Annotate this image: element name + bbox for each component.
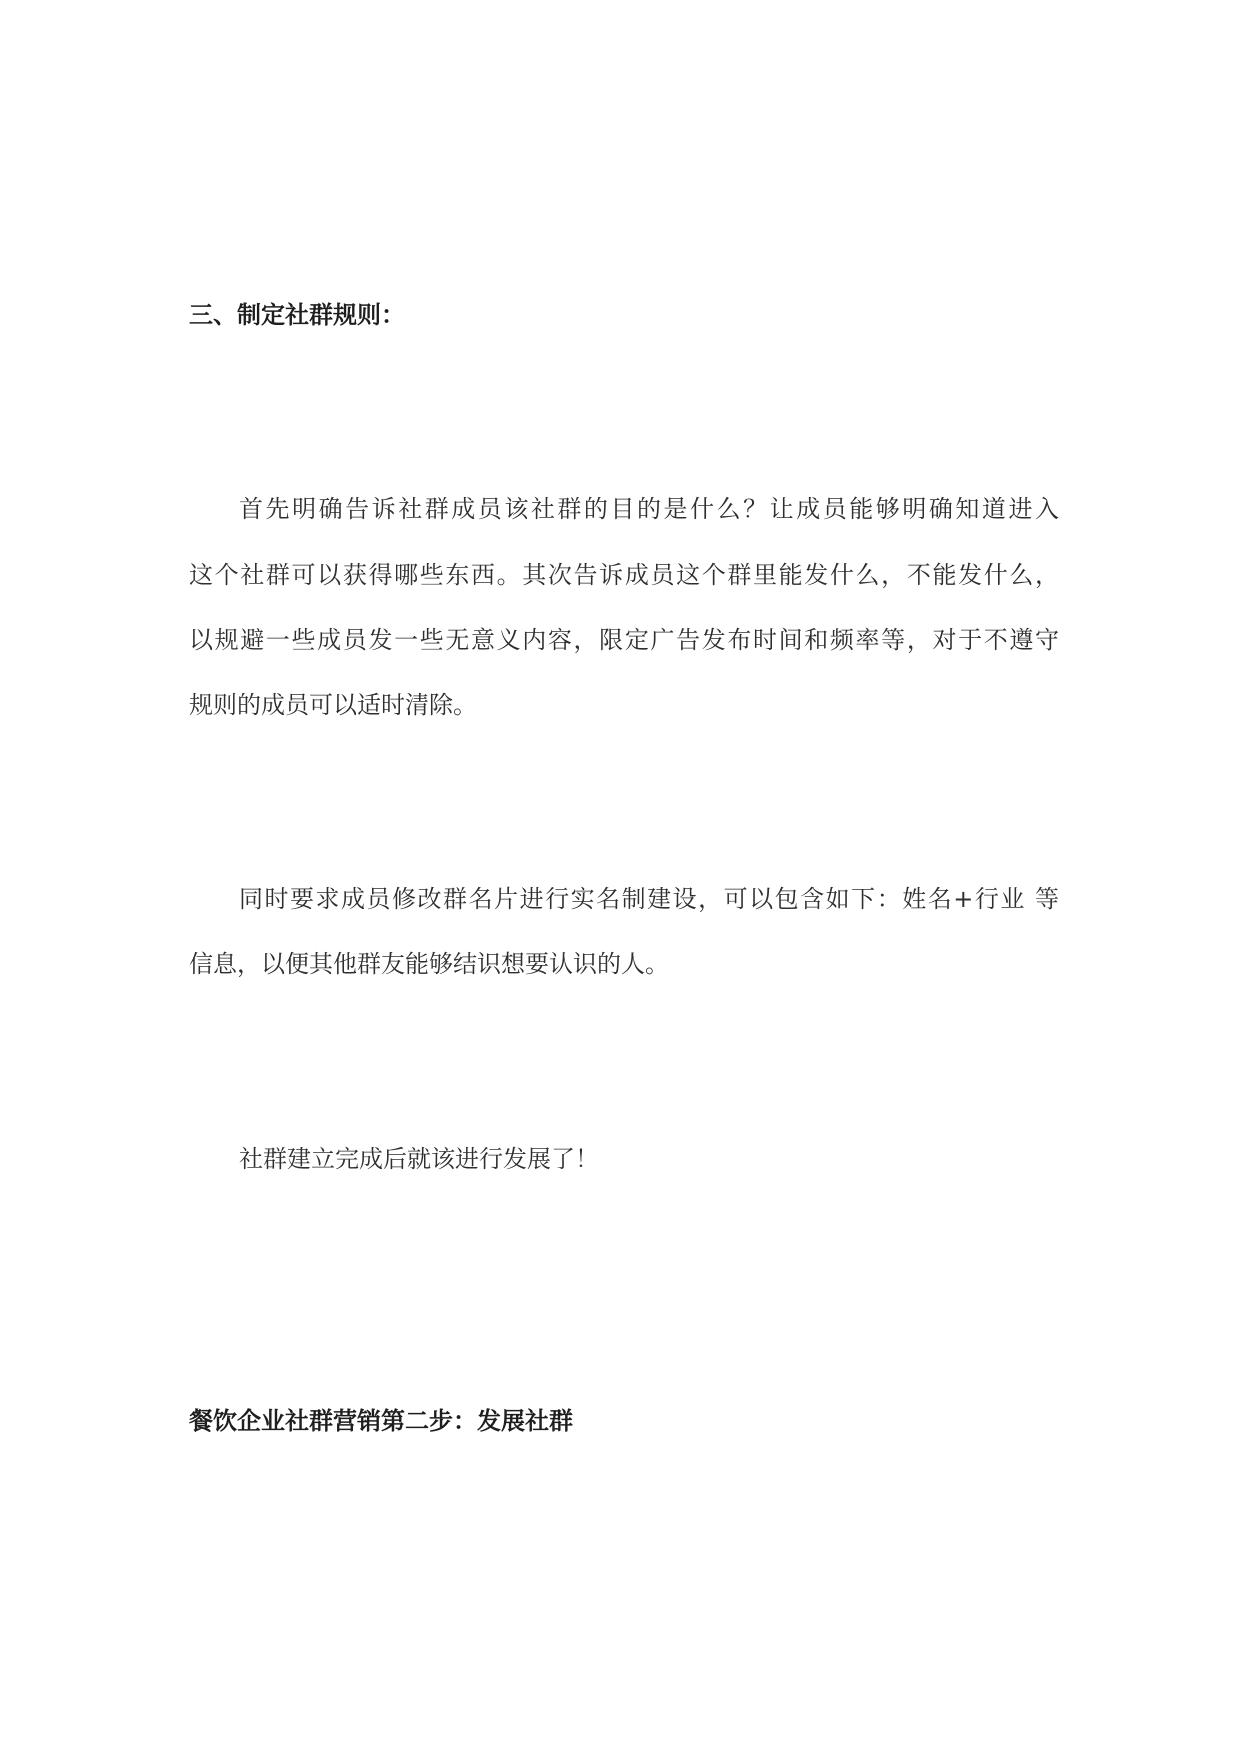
paragraph-line: 这个社群可以获得哪些东西。其次告诉成员这个群里能发什么，不能发什么， bbox=[189, 561, 1059, 589]
paragraph-line: 社群建立完成后就该进行发展了！ bbox=[239, 1145, 599, 1173]
section-heading: 三、制定社群规则： bbox=[189, 301, 405, 329]
paragraph-line: 以规避一些成员发一些无意义内容，限定广告发布时间和频率等，对于不遵守 bbox=[189, 626, 1059, 654]
step-heading: 餐饮企业社群营销第二步：发展社群 bbox=[189, 1407, 573, 1435]
paragraph-line: 首先明确告诉社群成员该社群的目的是什么？让成员能够明确知道进入 bbox=[239, 495, 1059, 523]
paragraph-line: 信息，以便其他群友能够结识想要认识的人。 bbox=[189, 950, 669, 978]
paragraph-line: 规则的成员可以适时清除。 bbox=[189, 691, 477, 719]
paragraph-line: 同时要求成员修改群名片进行实名制建设，可以包含如下：姓名+行业 等 bbox=[239, 885, 1059, 913]
